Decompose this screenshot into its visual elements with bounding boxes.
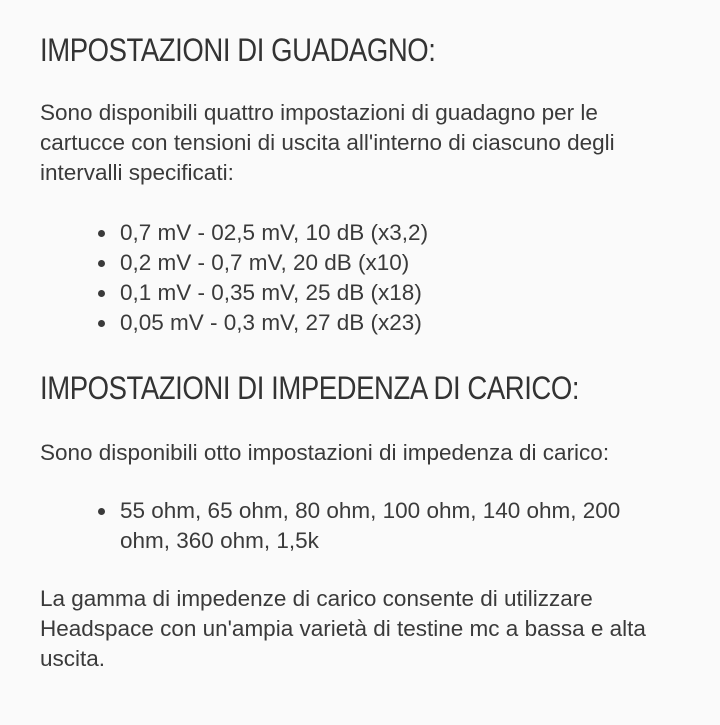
list-item: 55 ohm, 65 ohm, 80 ohm, 100 ohm, 140 ohm, 200 ohm, 360 ohm, 1,5k: [120, 496, 660, 556]
bullet-icon: [98, 230, 105, 237]
list-item: 0,2 mV - 0,7 mV, 20 dB (x10): [120, 248, 680, 278]
load-impedance-intro: Sono disponibili otto impostazioni di impedenza di carico:: [40, 440, 610, 465]
bullet-icon: [98, 508, 105, 515]
gain-settings-intro: Sono disponibili quattro impostazioni di guadagno per le cartucce con tensioni di uscita all'interno di ciascuno degli intervalli specificati:: [40, 100, 615, 185]
list-item: 0,1 mV - 0,35 mV, 25 dB (x18): [120, 278, 680, 308]
gain-settings-heading: IMPOSTAZIONI DI GUADAGNO:: [40, 32, 436, 68]
bullet-icon: [98, 260, 105, 267]
load-impedance-closing: La gamma di impedenze di carico consente di utilizzare Headspace con un'ampia varietà di testine mc a bassa e alta uscita.: [40, 586, 646, 671]
list-item: 0,05 mV - 0,3 mV, 27 dB (x23): [120, 308, 680, 338]
gain-settings-list: [40, 218, 680, 338]
load-impedance-list: [40, 496, 660, 556]
bullet-icon: [98, 290, 105, 297]
bullet-icon: [98, 320, 105, 327]
list-item: 0,7 mV - 02,5 mV, 10 dB (x3,2): [120, 218, 680, 248]
load-impedance-heading: IMPOSTAZIONI DI IMPEDENZA DI CARICO:: [40, 370, 580, 406]
